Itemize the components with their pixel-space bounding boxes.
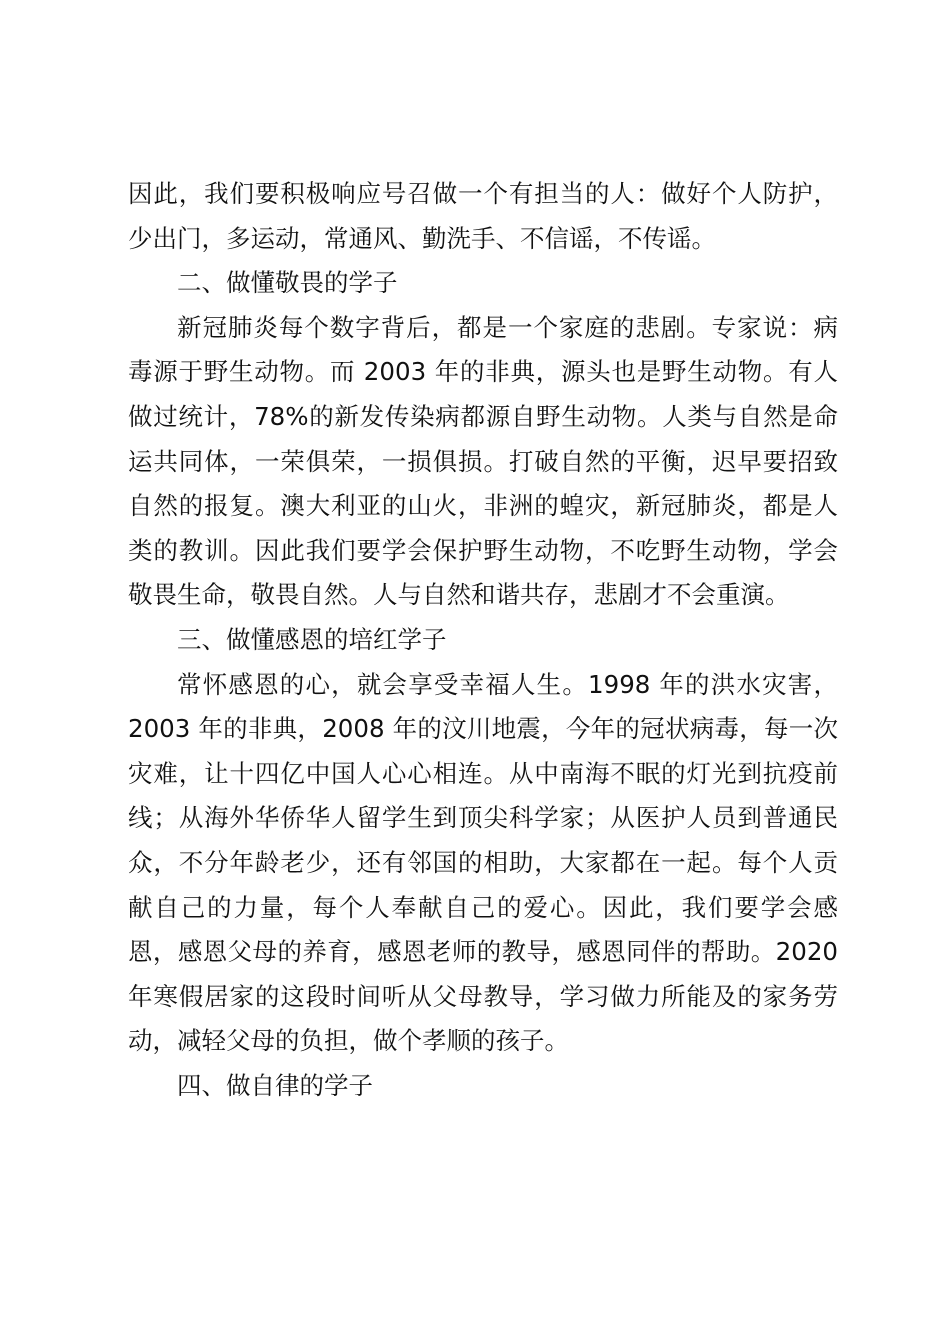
- document-body: [128, 172, 838, 1108]
- section-heading-gratitude: 三、做懂感恩的培红学子: [177, 624, 447, 654]
- section-heading-self-discipline: 四、做自律的学子: [177, 1070, 373, 1100]
- section-heading-awe: 二、做懂敬畏的学子: [177, 268, 398, 298]
- paragraph-awe: 新冠肺炎每个数字背后，都是一个家庭的悲剧。专家说：病毒源于野生动物。而 2003 年的非典，源头也是野生动物。有人做过统计，78%的新发传染病都源自野生动物。人类与自然是命运共同体，一荣俱荣，一损俱损。打破自然的平衡，迟早要招致自然的报复。澳大利亚的山火，非洲的蝗灾，新冠肺炎，都是人类的教训。因此我们要学会保护野生动物，不吃野生动物，学会敬畏生命，敬畏自然。人与自然和谐共存，悲剧才不会重演。: [128, 312, 838, 610]
- paragraph-responsibility: 因此，我们要积极响应号召做一个有担当的人：做好个人防护，少出门，多运动，常通风、勤洗手、不信谣，不传谣。: [128, 179, 838, 253]
- paragraph-gratitude: 常怀感恩的心，就会享受幸福人生。1998 年的洪水灾害，2003 年的非典，2008 年的汶川地震，今年的冠状病毒，每一次灾难，让十四亿中国人心心相连。从中南海不眠的灯光到抗疫前线；从海外华侨华人留学生到顶尖科学家；从医护人员到普通民众，不分年龄老少，还有邻国的相助，大家都在一起。每个人贡献自己的力量，每个人奉献自己的爱心。因此，我们要学会感恩，感恩父母的养育，感恩老师的教导，感恩同伴的帮助。2020 年寒假居家的这段时间听从父母教导，学习做力所能及的家务劳动，减轻父母的负担，做个孝顺的孩子。: [128, 669, 838, 1056]
